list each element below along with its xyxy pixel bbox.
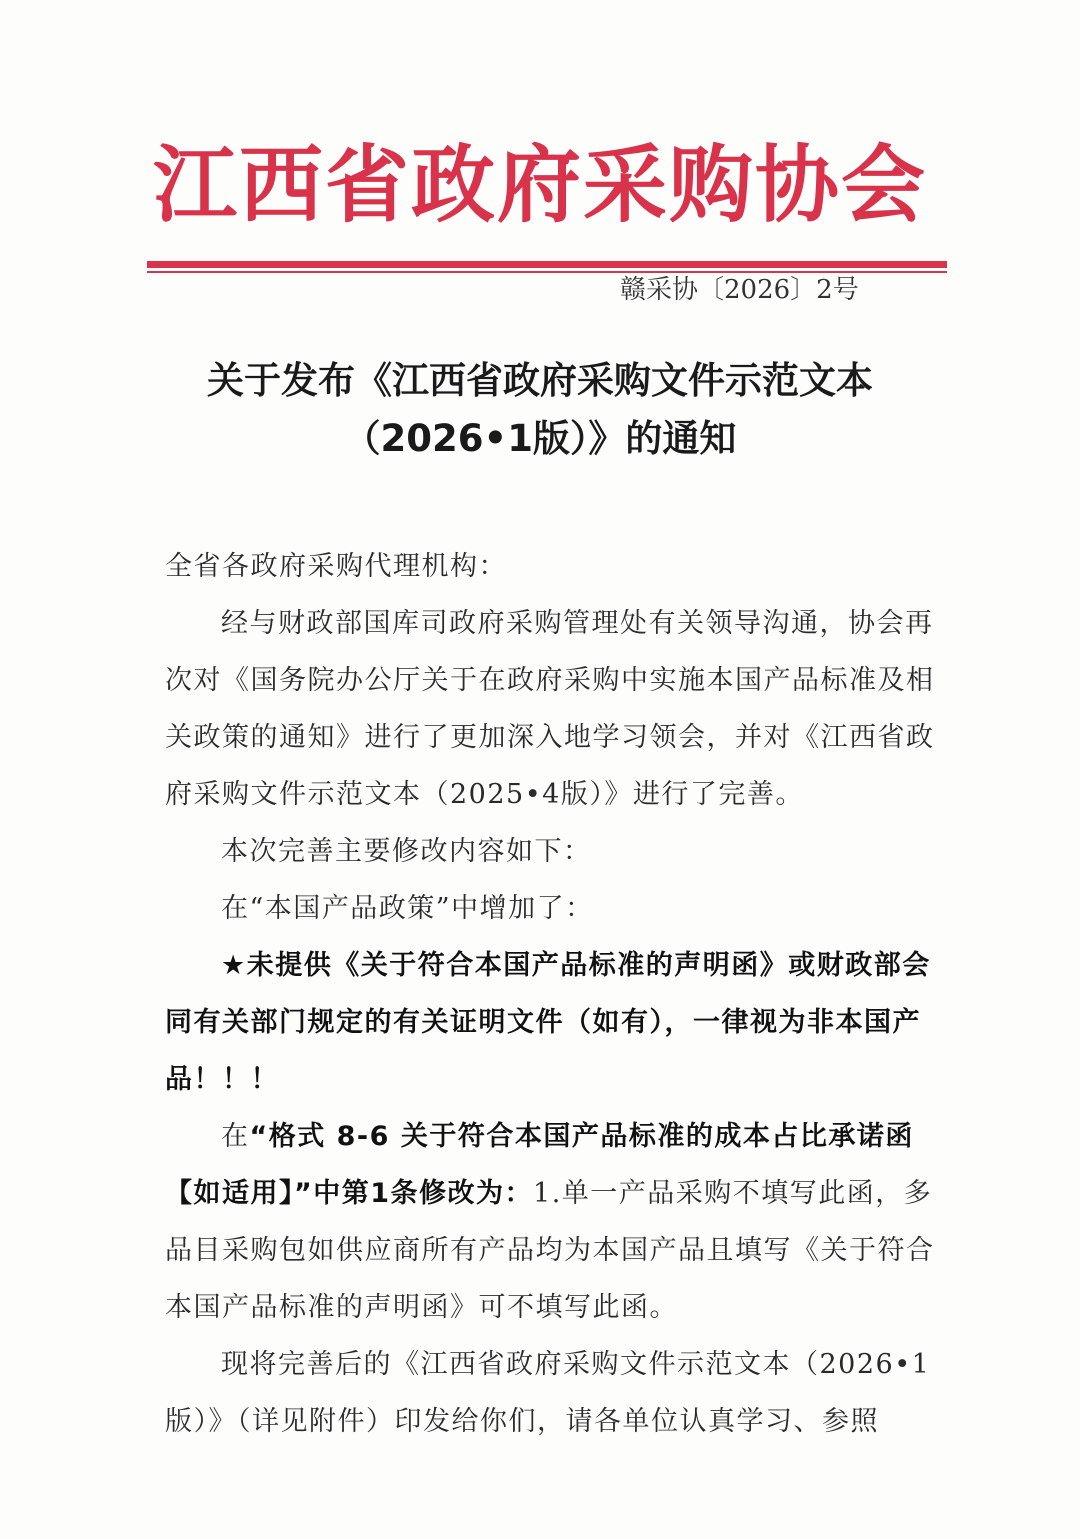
notice-title-line-1: 关于发布《江西省政府采购文件示范文本 xyxy=(207,359,873,402)
format-modification-prefix: 在 xyxy=(221,1121,250,1152)
notice-body xyxy=(165,538,937,1450)
header-red-rule xyxy=(147,261,947,268)
paragraph-star-requirement: ★未提供《关于符合本国产品标准的声明函》或财政部会同有关部门规定的有关证明文件（如有），一律视为非本国产品！！！ xyxy=(165,950,931,1095)
paragraph-format-modification xyxy=(165,1108,937,1336)
format-modification-heading: “格式 8-6 关于符合本国产品标准的成本占比承诺函【如适用】”中第1条修改为： xyxy=(165,1121,914,1209)
paragraph-changes-intro: 本次完善主要修改内容如下： xyxy=(221,836,592,867)
issuing-organization-title: 江西省政府采购协会 xyxy=(152,135,927,234)
salutation: 全省各政府采购代理机构： xyxy=(165,551,507,582)
paragraph-issuance: 现将完善后的《江西省政府采购文件示范文本（2026•1版）》（详见附件）印发给你们，请各单位认真学习、参照 xyxy=(165,1349,931,1437)
paragraph-policy-addition: 在“本国产品政策”中增加了： xyxy=(221,893,594,924)
format-modification-text: 1.单一产品采购不填写此函，多品目采购包如供应商所有产品均为本国产品且填写《关于符合本国产品标准的声明函》可不填写此函。 xyxy=(165,1178,935,1323)
document-number: 赣采协〔2026〕2号 xyxy=(620,275,859,305)
notice-title xyxy=(120,352,960,468)
paragraph-background: 经与财政部国库司政府采购管理处有关领导沟通，协会再次对《国务院办公厅关于在政府采购中实施本国产品标准及相关政策的通知》进行了更加深入地学习领会，并对《江西省政府采购文件示范文本（2025•4版）》进行了完善。 xyxy=(165,608,935,810)
notice-title-line-2: （2026•1版）》的通知 xyxy=(343,417,737,460)
